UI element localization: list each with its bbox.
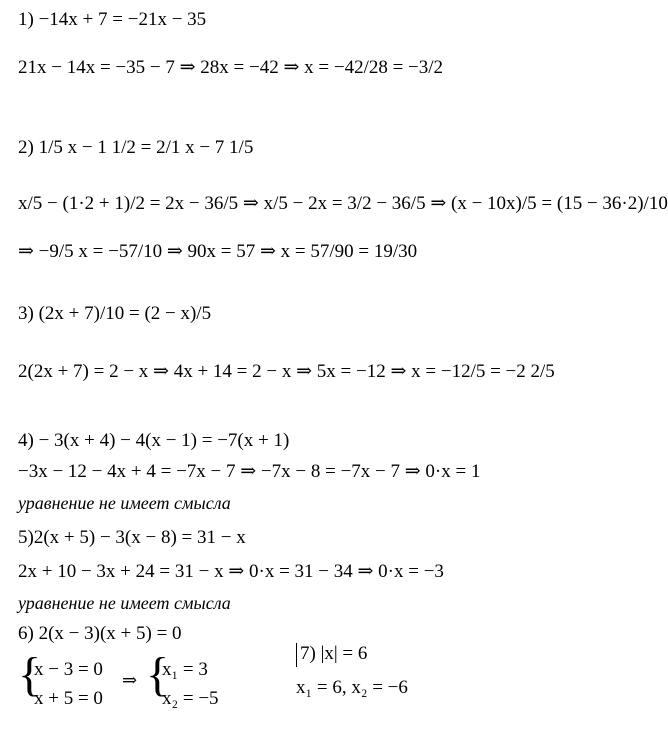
- equation-2: 2) 1/5 x − 1 1/2 = 2/1 x − 7 1/5: [18, 137, 254, 158]
- system-result-1: x₁ = 3: [162, 659, 208, 680]
- equation-7-block: [296, 641, 446, 701]
- system-row-2: x + 5 = 0: [34, 688, 103, 709]
- solution-5: 2x + 10 − 3x + 24 = 31 − x ⇒ 0·x = 31 − 34 ⇒ 0·x = −3: [18, 561, 444, 582]
- system-result-2: x₂ = −5: [162, 688, 219, 709]
- solution-7: x₁ = 6, x₂ = −6: [296, 677, 408, 698]
- bracket-line: [296, 643, 297, 667]
- equation-3: 3) (2x + 7)/10 = (2 − x)/5: [18, 303, 212, 324]
- solution-4: −3x − 12 − 4x + 4 = −7x − 7 ⇒ −7x − 8 = −7x − 7 ⇒ 0·x = 1: [18, 461, 481, 482]
- equation-1: 1) −14x + 7 = −21x − 35: [18, 9, 207, 30]
- equation-4: 4) − 3(x + 4) − 4(x − 1) = −7(x + 1): [18, 430, 290, 451]
- equation-5: 5)2(x + 5) − 3(x − 8) = 31 − x: [18, 527, 246, 548]
- solution-1: 21x − 14x = −35 − 7 ⇒ 28x = −42 ⇒ x = −42/28 = −3/2: [18, 57, 444, 78]
- implies-arrow-icon: ⇒: [122, 670, 138, 690]
- note-5: уравнение не имеет смысла: [18, 593, 231, 613]
- note-4: уравнение не имеет смысла: [18, 493, 231, 513]
- solution-2-step-2: ⇒ −9/5 x = −57/10 ⇒ 90x = 57 ⇒ x = 57/90 = 19/30: [18, 241, 418, 262]
- solution-2-step-1: x/5 − (1·2 + 1)/2 = 2x − 36/5 ⇒ x/5 − 2x = 3/2 − 36/5 ⇒ (x − 10x)/5 = (15 − 36·2)/10: [18, 193, 668, 214]
- left-brace-icon: {: [146, 648, 170, 701]
- equation-6-system: [18, 648, 248, 710]
- solution-3: 2(2x + 7) = 2 − x ⇒ 4x + 14 = 2 − x ⇒ 5x = −12 ⇒ x = −12/5 = −2 2/5: [18, 361, 555, 382]
- system-row-1: x − 3 = 0: [34, 659, 103, 680]
- equation-6: 6) 2(x − 3)(x + 5) = 0: [18, 623, 182, 644]
- left-brace-icon: {: [18, 648, 42, 701]
- equation-7: 7) |x| = 6: [300, 643, 368, 664]
